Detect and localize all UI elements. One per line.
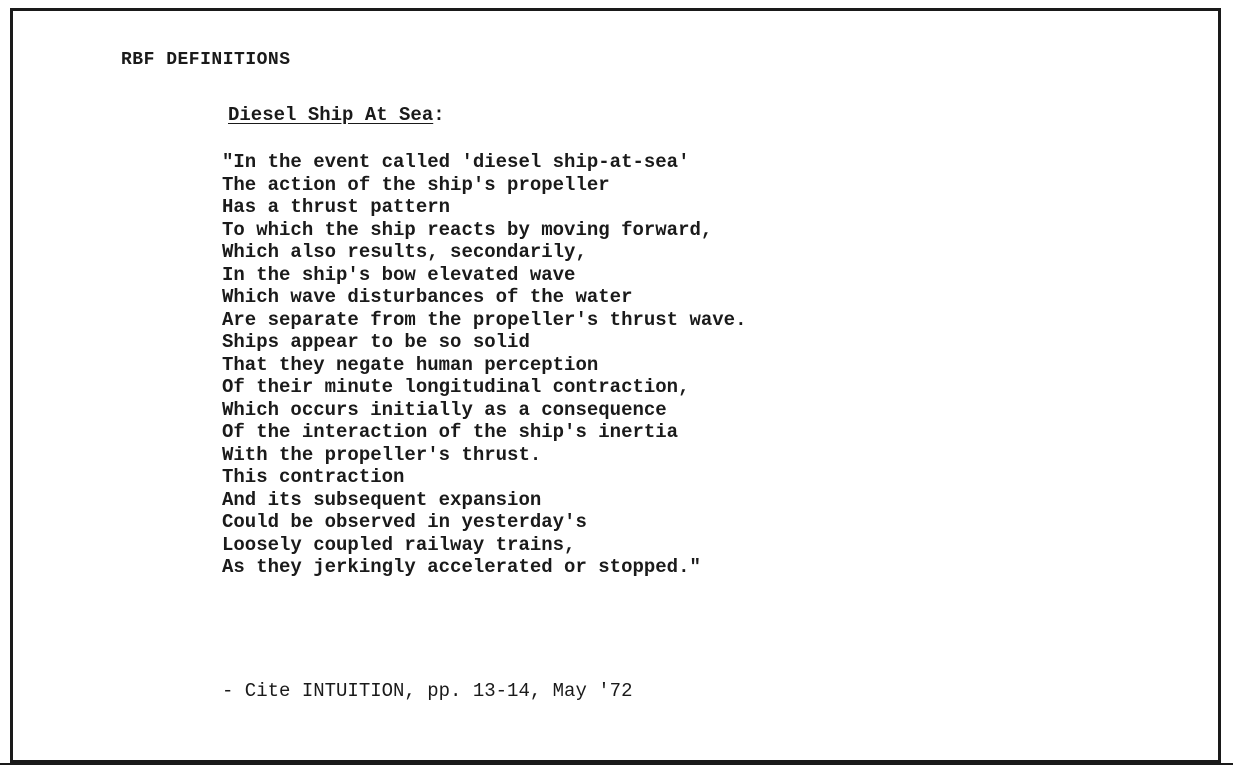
poem-line: Which wave disturbances of the water xyxy=(222,286,633,308)
definition-title-colon: : xyxy=(433,104,445,126)
poem-line: The action of the ship's propeller xyxy=(222,173,610,196)
definition-title-text: Diesel Ship At Sea xyxy=(228,104,434,126)
poem-text xyxy=(222,151,747,579)
document-heading: RBF DEFINITIONS xyxy=(121,50,291,70)
poem-line: Are separate from the propeller's thrust wave. xyxy=(222,308,747,331)
poem-line: Of their minute longitudinal contraction, xyxy=(222,376,690,398)
poem-line: That they negate human perception xyxy=(222,353,599,376)
poem-line: This contraction xyxy=(222,466,405,488)
poem-line: Loosely coupled railway trains, xyxy=(222,533,576,556)
poem-line: And its subsequent expansion xyxy=(222,488,542,511)
citation: - Cite INTUITION, pp. 13-14, May '72 xyxy=(222,680,633,702)
poem-line: Which occurs initially as a consequence xyxy=(222,398,667,421)
poem-line: "In the event called 'diesel ship-at-sea' xyxy=(222,151,690,173)
poem-line: In the ship's bow elevated wave xyxy=(222,263,576,286)
poem-line: As they jerkingly accelerated or stopped." xyxy=(222,556,701,578)
poem-line: Has a thrust pattern xyxy=(222,196,451,218)
poem-line: To which the ship reacts by moving forward, xyxy=(222,218,713,241)
poem-line: Which also results, secondarily, xyxy=(222,241,587,263)
poem-line: Of the interaction of the ship's inertia xyxy=(222,421,679,443)
bottom-rule xyxy=(0,763,1233,765)
poem-line: Could be observed in yesterday's xyxy=(222,511,587,533)
definition-title xyxy=(228,104,445,126)
poem-line: With the propeller's thrust. xyxy=(222,443,542,466)
poem-line: Ships appear to be so solid xyxy=(222,331,530,353)
